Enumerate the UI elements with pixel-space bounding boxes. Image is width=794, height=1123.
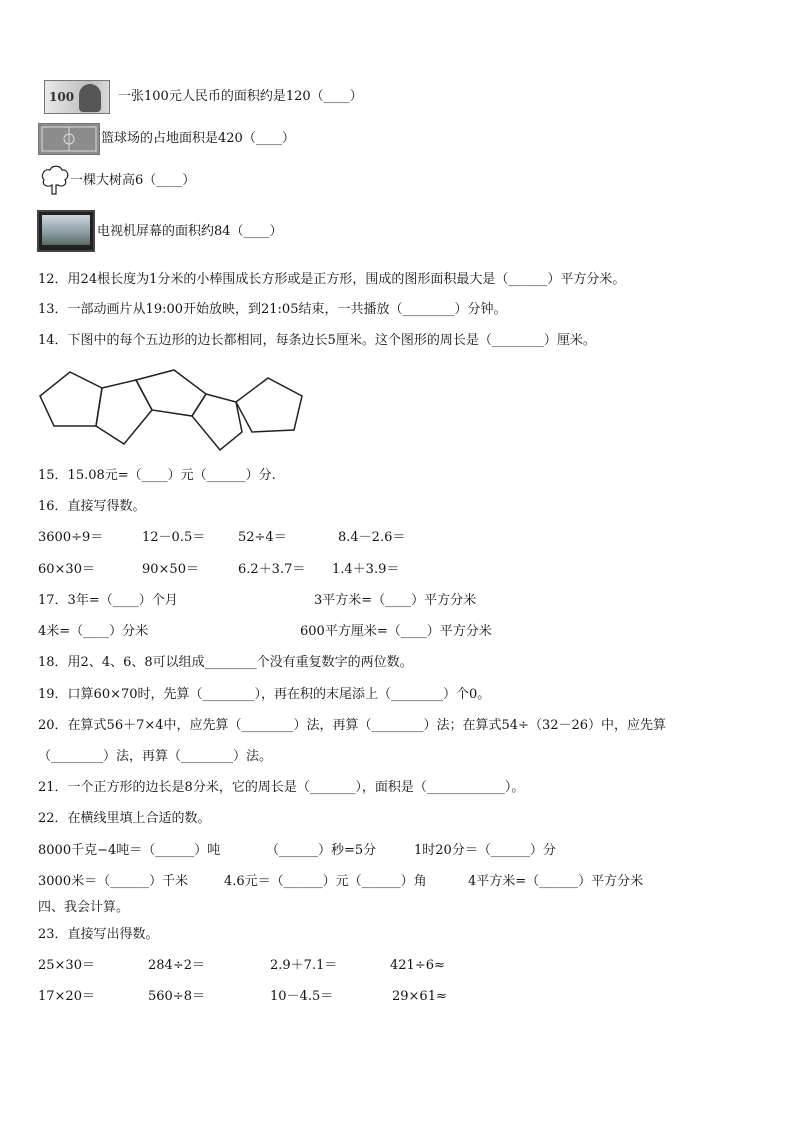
q16-r2-c1: 60×30＝ [38, 562, 95, 577]
question-13: 13．一部动画片从19:00开始放映，到21:05结束，一共播放（________）分钟。 [38, 302, 507, 317]
q23-r2-c1: 17×20＝ [38, 989, 95, 1004]
tree-image [38, 164, 70, 196]
q17-r1-c1: 17．3年=（____）个月 [38, 593, 178, 608]
banknote-image [44, 80, 110, 114]
q17-r1-c2: 3平方米=（____）平方分米 [314, 593, 477, 608]
pentagon-4 [192, 394, 242, 450]
tv-image [37, 210, 95, 252]
q16-r2-c2: 90×50＝ [142, 562, 199, 577]
question-12: 12．用24根长度为1分米的小棒围成长方形或是正方形，围成的图形面积最大是（______）平方分米。 [38, 272, 626, 287]
q23-r1-c4: 421÷6≈ [390, 958, 445, 973]
q17-r2-c1: 4米=（____）分米 [38, 624, 149, 639]
question-21: 21．一个正方形的边长是8分米，它的周长是（_______），面积是（____________）。 [38, 780, 525, 795]
q16-r2-c4: 1.4＋3.9＝ [332, 562, 400, 577]
basketball-court-image [38, 123, 100, 155]
pentagon-3 [136, 370, 206, 416]
item-tree-text: 一棵大树高6（____） [70, 173, 196, 188]
question-18: 18．用2、4、6、8可以组成________个没有重复数字的两位数。 [38, 655, 413, 670]
q22-r1-c3: 1时20分＝（______）分 [414, 843, 556, 858]
q23-r2-c4: 29×61≈ [392, 989, 447, 1004]
q23-r2-c2: 560÷8＝ [148, 989, 205, 1004]
q16-r1-c1: 3600÷9＝ [38, 530, 104, 545]
q22-r1-c2: （______）秒=5分 [266, 843, 377, 858]
q17-r2-c2: 600平方厘米=（____）平方分米 [300, 624, 492, 639]
pentagon-2 [96, 380, 152, 444]
q23-r2-c3: 10－4.5＝ [270, 989, 334, 1004]
q23-r1-c1: 25×30＝ [38, 958, 95, 973]
q23-r1-c3: 2.9＋7.1＝ [270, 958, 338, 973]
q22-r2-c2: 4.6元＝（______）元（______）角 [224, 874, 427, 889]
pentagons-figure [36, 366, 316, 456]
banknote-denomination: 100 [49, 90, 75, 104]
q16-r1-c3: 52÷4＝ [238, 530, 287, 545]
q22-r2-c3: 4平方米=（______）平方分米 [468, 874, 644, 889]
question-15: 15．15.08元=（____）元（______）分. [38, 468, 276, 483]
question-20-line2: （________）法，再算（________）法。 [38, 749, 273, 764]
portrait-icon [79, 84, 101, 112]
tv-screen-icon [42, 215, 90, 245]
q23-r1-c2: 284÷2＝ [148, 958, 205, 973]
question-14: 14．下图中的每个五边形的边长都相同，每条边长5厘米。这个图形的周长是（________）厘米。 [38, 333, 596, 348]
tree-icon [38, 164, 70, 196]
item-tv-text: 电视机屏幕的面积约84（____） [97, 224, 283, 239]
q22-r1-c1: 8000千克−4吨＝（______）吨 [38, 843, 221, 858]
question-23-title: 23．直接写出得数。 [38, 927, 159, 942]
court-lines-icon [39, 124, 99, 154]
question-22-title: 22．在横线里填上合适的数。 [38, 811, 211, 826]
section-4-heading: 四、我会计算。 [38, 900, 130, 915]
item-banknote-text: 一张100元人民币的面积约是120（____） [118, 89, 363, 104]
q16-r1-c2: 12－0.5＝ [142, 530, 206, 545]
pentagon-5 [236, 378, 302, 432]
pentagon-1 [40, 372, 102, 426]
q22-r2-c1: 3000米＝（______）千米 [38, 874, 189, 889]
q16-r2-c3: 6.2＋3.7＝ [238, 562, 306, 577]
question-19: 19．口算60×70时，先算（________），再在积的末尾添上（________）个0。 [38, 687, 491, 702]
question-20-line1: 20．在算式56＋7×4中，应先算（________）法，再算（________）法；在算式54÷（32－26）中，应先算 [38, 718, 667, 733]
q16-r1-c4: 8.4－2.6＝ [338, 530, 406, 545]
item-court-text: 篮球场的占地面积是420（____） [101, 131, 295, 146]
question-16-title: 16．直接写得数。 [38, 499, 146, 514]
